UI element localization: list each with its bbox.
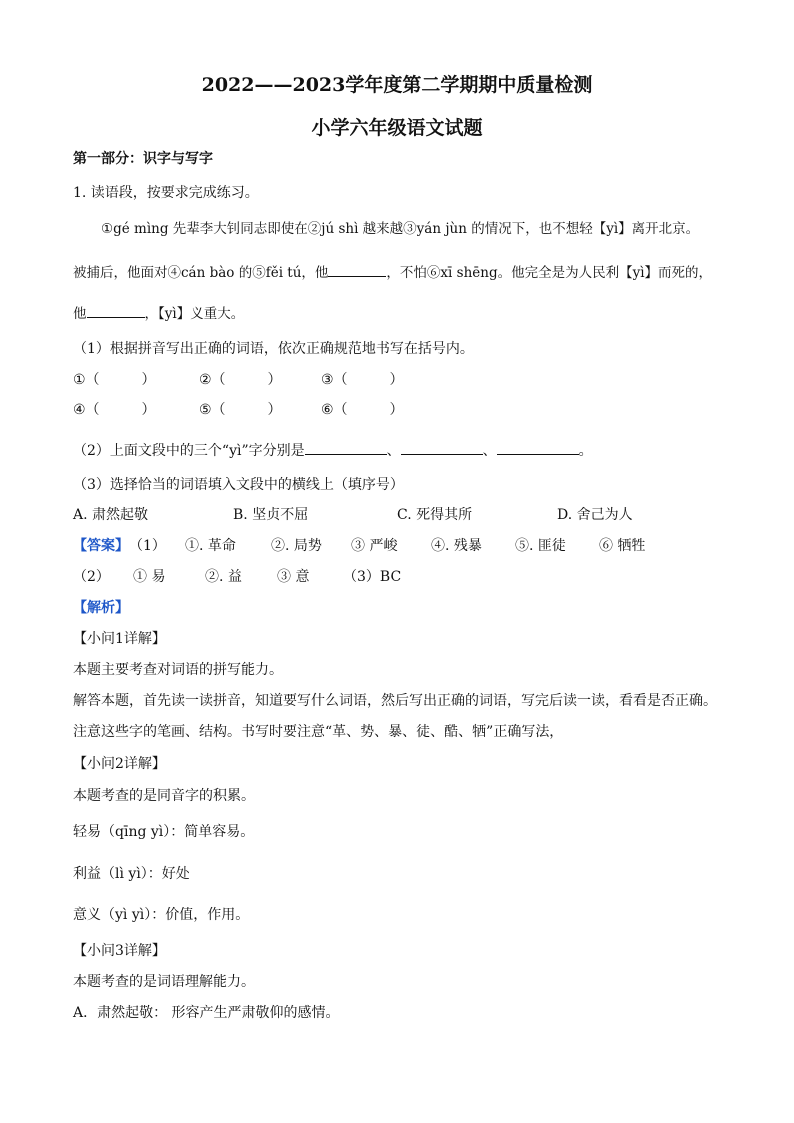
analysis-text: 利益（lì yì）：好处 <box>73 866 190 882</box>
fill-blank[interactable] <box>401 440 483 455</box>
passage-text: ，【yì】义重大。 <box>144 306 245 322</box>
answer-item: ⑥ 牺牲 <box>599 538 646 554</box>
sub-question-2-prompt: （2）上面文段中的三个“yì”字分别是 <box>73 443 305 459</box>
answer-box[interactable]: ②（ ） <box>199 372 282 388</box>
answer-item: ④. 残暴 <box>431 538 482 554</box>
answer-item: ①. 革命 <box>185 538 236 554</box>
passage-text: ，不怕⑥xī shēng。他完全是为人民利【yì】而死的， <box>386 265 713 281</box>
fill-blank[interactable] <box>497 440 579 455</box>
sub-question-1: （1）根据拼音写出正确的词语，依次正确规范地书写在括号内。 <box>73 341 474 357</box>
sub-question-2 <box>73 440 593 460</box>
options-row <box>73 506 633 524</box>
analysis-text: 轻易（qīng yì）：简单容易。 <box>73 824 255 840</box>
answer-line-2 <box>73 568 401 586</box>
answer-part-label: （1） <box>129 538 166 554</box>
end-mark: 。 <box>578 443 593 459</box>
fill-blank[interactable] <box>87 303 145 318</box>
answer-box[interactable]: ④（ ） <box>73 402 156 418</box>
answer-box[interactable]: ③（ ） <box>321 372 404 388</box>
answer-item: ① 易 <box>133 569 166 585</box>
option-a: A. 肃然起敬 <box>73 507 149 523</box>
option-d: D. 舍己为人 <box>557 507 633 523</box>
analysis-label: 【解析】 <box>73 600 129 616</box>
analysis-text: 意义（yì yì）：价值，作用。 <box>73 907 250 923</box>
answer-item: ③ 严峻 <box>351 538 398 554</box>
option-b: B. 坚贞不屈 <box>233 507 309 523</box>
section-heading: 第一部分：识字与写字 <box>73 151 213 167</box>
answer-box[interactable]: ⑥（ ） <box>321 402 404 418</box>
separator: 、 <box>386 443 401 459</box>
answer-box-row-1 <box>73 371 404 389</box>
passage-text: 他 <box>73 306 87 322</box>
answer-box-row-2 <box>73 401 404 419</box>
fill-blank[interactable] <box>328 262 386 277</box>
passage-line-2 <box>73 262 712 282</box>
question-prompt: 1. 读语段，按要求完成练习。 <box>73 185 259 201</box>
document-title: 2022——2023学年度第二学期期中质量检测 <box>201 74 593 96</box>
answer-part-label: （2） <box>73 569 110 585</box>
answer-box[interactable]: ①（ ） <box>73 372 156 388</box>
answer-item: ⑤. 匪徒 <box>515 538 566 554</box>
analysis-text: 本题主要考查对词语的拼写能力。 <box>73 662 283 678</box>
answer-line-1 <box>73 537 645 555</box>
answer-item: ②. 益 <box>205 569 242 585</box>
passage-text: 被捕后，他面对④cán bào 的⑤fěi tú，他 <box>73 265 329 281</box>
analysis-sub1-heading: 【小问1详解】 <box>73 631 166 647</box>
answer-box[interactable]: ⑤（ ） <box>199 402 282 418</box>
answer-item: ③ 意 <box>277 569 310 585</box>
analysis-text: 本题考查的是词语理解能力。 <box>73 974 255 990</box>
analysis-text: 注意这些字的笔画、结构。书写时要注意“革、势、暴、徒、酷、牺”正确写法， <box>73 724 564 740</box>
fill-blank[interactable] <box>305 440 387 455</box>
answer-item: （3）BC <box>343 569 402 585</box>
analysis-text: 解答本题，首先读一读拼音，知道要写什么词语，然后写出正确的词语，写完后读一读，看看是否正确。 <box>73 693 717 709</box>
option-c: C. 死得其所 <box>397 507 473 523</box>
analysis-text: 本题考查的是同音字的积累。 <box>73 788 255 804</box>
document-subtitle: 小学六年级语文试题 <box>311 117 483 139</box>
passage-line-3 <box>73 303 244 323</box>
analysis-sub3-heading: 【小问3详解】 <box>73 943 166 959</box>
passage-line-1: ①gé mìng 先辈李大钊同志即使在②jú shì 越来越③yán jùn 的情况下，也不想轻【yì】离开北京。 <box>101 221 700 237</box>
analysis-text: A．肃然起敬： 形容产生严肃敬仰的感情。 <box>73 1005 340 1021</box>
separator: 、 <box>482 443 497 459</box>
analysis-sub2-heading: 【小问2详解】 <box>73 756 166 772</box>
answer-item: ②. 局势 <box>271 538 322 554</box>
answer-label: 【答案】 <box>73 538 129 554</box>
sub-question-3: （3）选择恰当的词语填入文段中的横线上（填序号） <box>73 477 404 493</box>
